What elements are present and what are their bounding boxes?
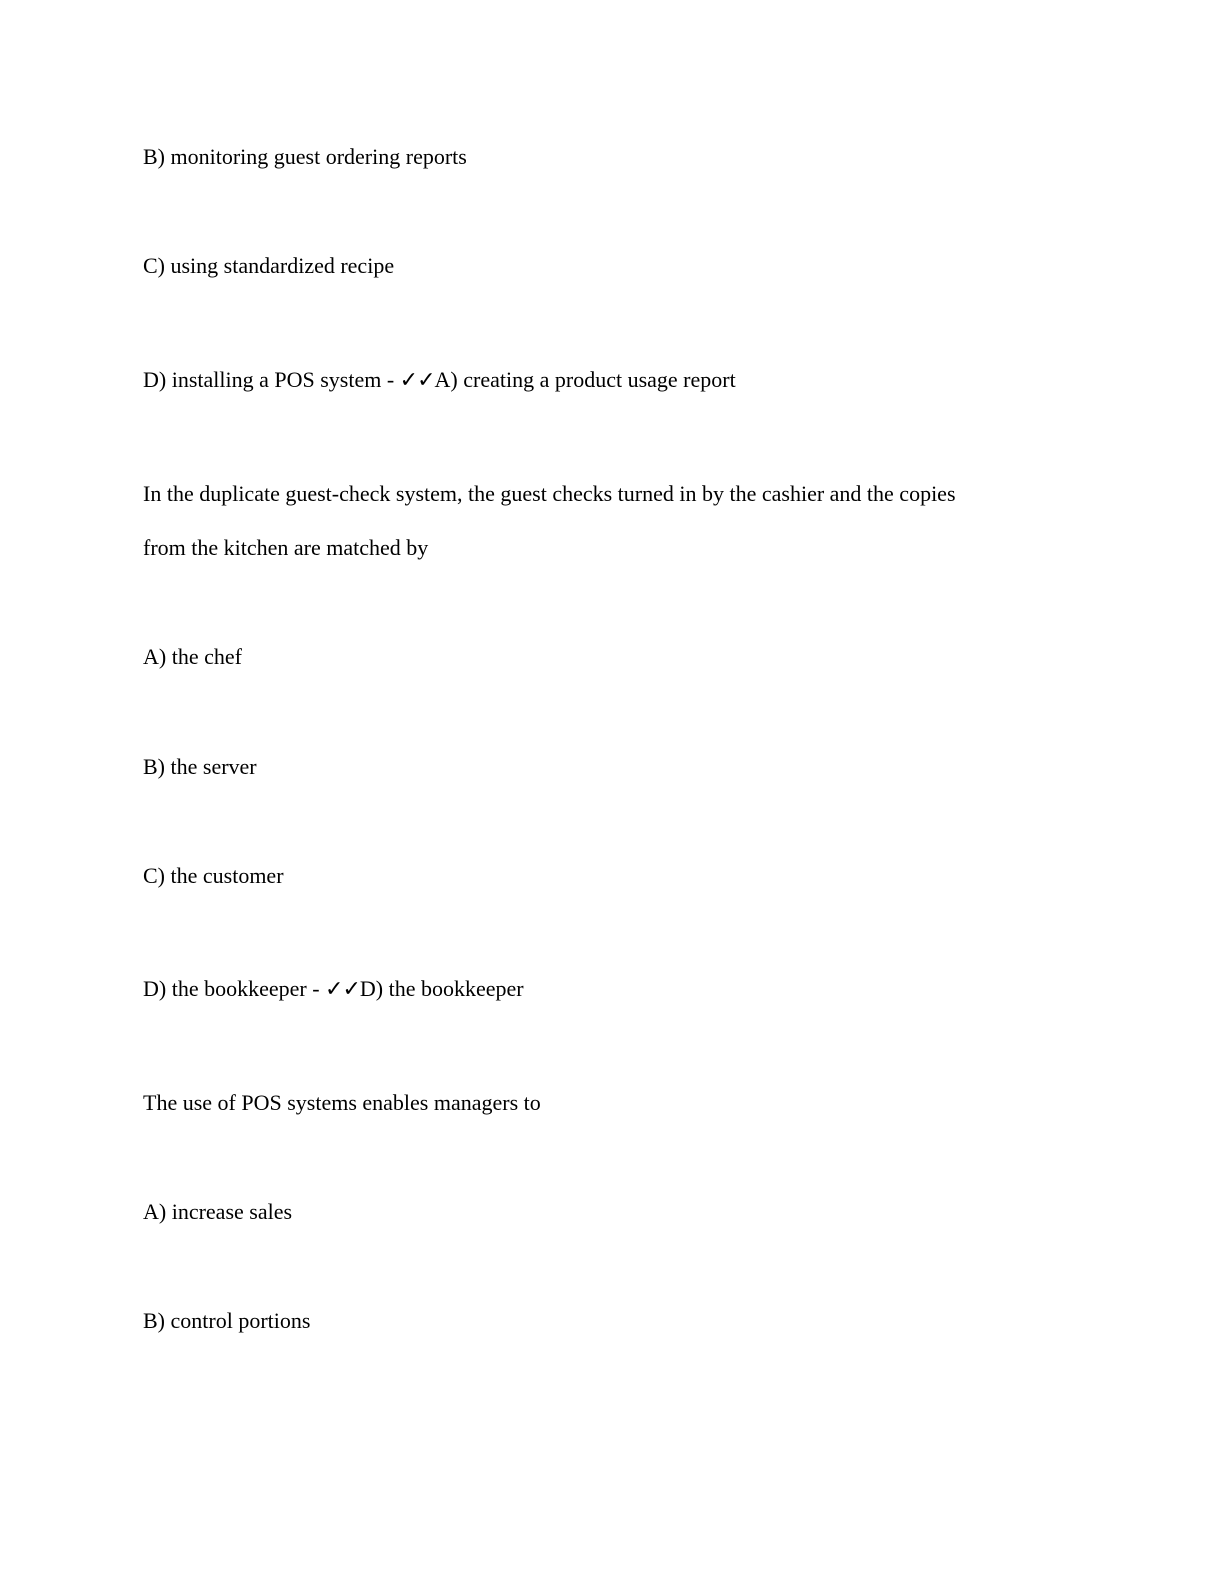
answer-text: D) the bookkeeper [359,976,524,1001]
option-d-text: D) installing a POS system - [143,367,400,392]
option-a-text: A) increase sales [143,1199,293,1224]
option-b-text: B) control portions [143,1308,311,1333]
answer-text: A) creating a product usage report [434,367,736,392]
question-text-line-1: In the duplicate guest-check system, the guest checks turned in by the cashier and the copies [143,481,956,506]
option-b-text: B) monitoring guest ordering reports [143,144,467,169]
option-d-text: D) the bookkeeper - [143,976,326,1001]
checkmark-icon: ✓✓ [399,368,435,393]
question-text-line-2: from the kitchen are matched by [143,535,429,560]
option-c-text: C) using standardized recipe [143,253,395,278]
option-d-answer-line [143,367,736,394]
option-b-text: B) the server [143,754,257,779]
option-c-text: C) the customer [143,863,284,888]
option-a-text: A) the chef [143,644,242,669]
option-d-answer-line [143,976,524,1003]
question-text: The use of POS systems enables managers to [143,1090,541,1115]
checkmark-icon: ✓✓ [325,977,360,1002]
